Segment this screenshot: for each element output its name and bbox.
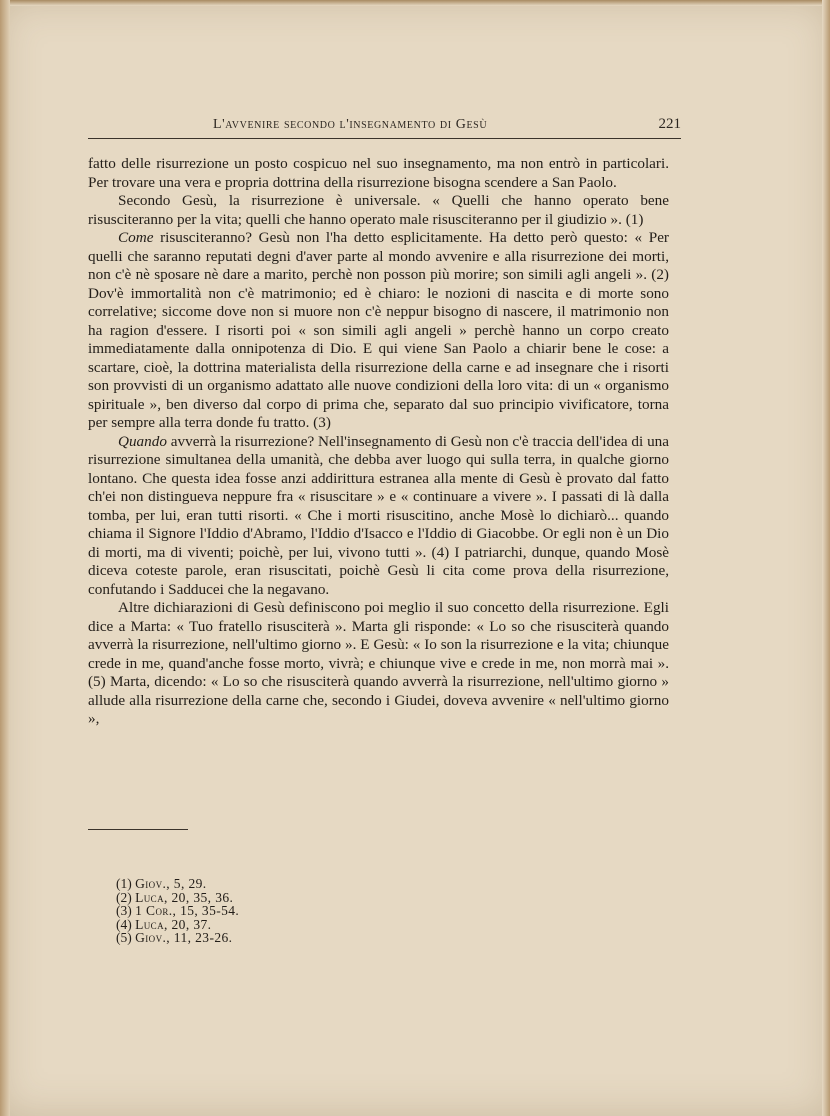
footnote bbox=[116, 931, 516, 945]
footnote-number: (5) bbox=[116, 930, 132, 945]
emphasis-word: Come bbox=[118, 229, 154, 246]
footnote-number: (3) bbox=[116, 903, 132, 918]
footnote-number: (2) bbox=[116, 889, 132, 905]
footnote-reference: Luca, 20, 37. bbox=[135, 916, 212, 932]
footnote-reference: Luca, 20, 35, 36. bbox=[135, 889, 234, 905]
paragraph bbox=[88, 599, 669, 729]
footnote-rule bbox=[88, 829, 188, 830]
page-header bbox=[88, 112, 681, 139]
footnote-reference: 1 Cor., 15, 35-54. bbox=[135, 903, 240, 918]
page-edge-right bbox=[822, 0, 830, 1116]
paragraph-text: fatto delle risurrezione un posto cospicuo nel suo insegnamento, ma non entrò in particolari. Per trovare una vera e propria dottrina della risurrezione bisogna scendere a San Paolo. bbox=[88, 155, 669, 191]
paragraph bbox=[88, 229, 669, 433]
page-number: 221 bbox=[658, 116, 681, 132]
body-text bbox=[88, 155, 669, 729]
footnote bbox=[116, 918, 516, 932]
footnote-number: (1) bbox=[116, 876, 132, 891]
emphasis-word: Quando bbox=[118, 432, 167, 450]
paragraph-text: risusciteranno? Gesù non l'ha detto esplicitamente. Ha detto però questo: « Per quelli che saranno reputati degni d'aver parte al mondo avvenire e alla risurrezione dei morti, non c'è nè sposare nè dare a marito, perchè non posson più morire; son simili agli angeli ». (2) Dov'è immortalità non c'è matrimonio; ed è chiaro: le nozioni di nascita e di morte sono correlative; siccome dove non si muore non c'è neppur bisogno di nascere, il matrimonio non ha ragion d'essere. I risorti poi « son simili agli angeli » perchè hanno un corpo creato immediatamente dalla onnipotenza di Dio. E qui viene San Paolo a chiarir bene le cose: a scartare, cioè, la dottrina materialista della risurrezione della carne e ad insegnare che i risorti son provvisti di un organismo adattato alle nuove condizioni della loro vita: di un « organismo spirituale », ben diverso dal corpo di prima che, separato dal suo principio vivificatore, torna per sempre alla terra donde fu tratto. (3) bbox=[88, 229, 669, 431]
paragraph bbox=[88, 155, 669, 192]
paragraph bbox=[88, 192, 669, 229]
paragraph-text: Altre dichiarazioni di Gesù definiscono poi meglio il suo concetto della risurrezione. Egli dice a Marta: « Tuo fratello risusciterà ». Marta gli risponde: « Lo so che risusciterà quando avverrà la risurrezione, nell'ultimo giorno ». E Gesù: « Io son la risurrezione e la vita; chiunque crede in me, quand'anche fosse morto, vivrà; e chiunque vive e crede in me, non morrà mai ». (5) Marta, dicendo: « Lo so che risusciterà quando avverrà la risurrezione, nell'ultimo giorno » allude alla risurrezione della carne che, secondo i Giudei, doveva avvenire « nell'ultimo giorno », bbox=[88, 599, 669, 727]
page-edge-top bbox=[0, 0, 830, 6]
paragraph-text: Secondo Gesù, la risurrezione è universale. « Quelli che hanno operato bene risusciteranno per la vita; quelli che hanno operato male risusciteranno per il giudizio ». (1) bbox=[88, 192, 669, 228]
page-edge-left bbox=[0, 0, 10, 1116]
footnote bbox=[116, 877, 516, 891]
footnote bbox=[116, 891, 516, 905]
paragraph bbox=[88, 433, 669, 600]
footnote bbox=[116, 904, 516, 918]
footnotes bbox=[116, 877, 516, 945]
paragraph-text: avverrà la risurrezione? Nell'insegnamento di Gesù non c'è traccia dell'idea di una risurrezione simultanea della umanità, che debba aver luogo qui sulla terra, in qualche giorno lontano. Che questa idea fosse anzi addirittura estranea alla mente di Gesù è provato dal fatto ch'ei non distingueva neppure fra « risuscitare » e « continuare a vivere ». I passati di là dalla tomba, per lui, eran tutti risorti. « Che i morti risuscitino, anche Mosè lo dichiarò... quando chiama il Signore l'Iddio d'Abramo, l'Iddio d'Isacco e l'Iddio di Giacobbe. Or egli non è un Dio di morti, ma di viventi; poichè, per lui, vivono tutti ». (4) I patriarchi, dunque, quando Mosè diceva coteste parole, eran risuscitati, poichè Gesù li cita come prova della risurrezione, confutando i Sadducei che la negavano. bbox=[88, 432, 669, 598]
footnote-reference: Giov., 5, 29. bbox=[135, 876, 207, 891]
footnote-reference: Giov., 11, 23-26. bbox=[135, 930, 233, 945]
running-title: L'avvenire secondo l'insegnamento di Gesù bbox=[213, 117, 488, 132]
footnote-number: (4) bbox=[116, 916, 132, 932]
